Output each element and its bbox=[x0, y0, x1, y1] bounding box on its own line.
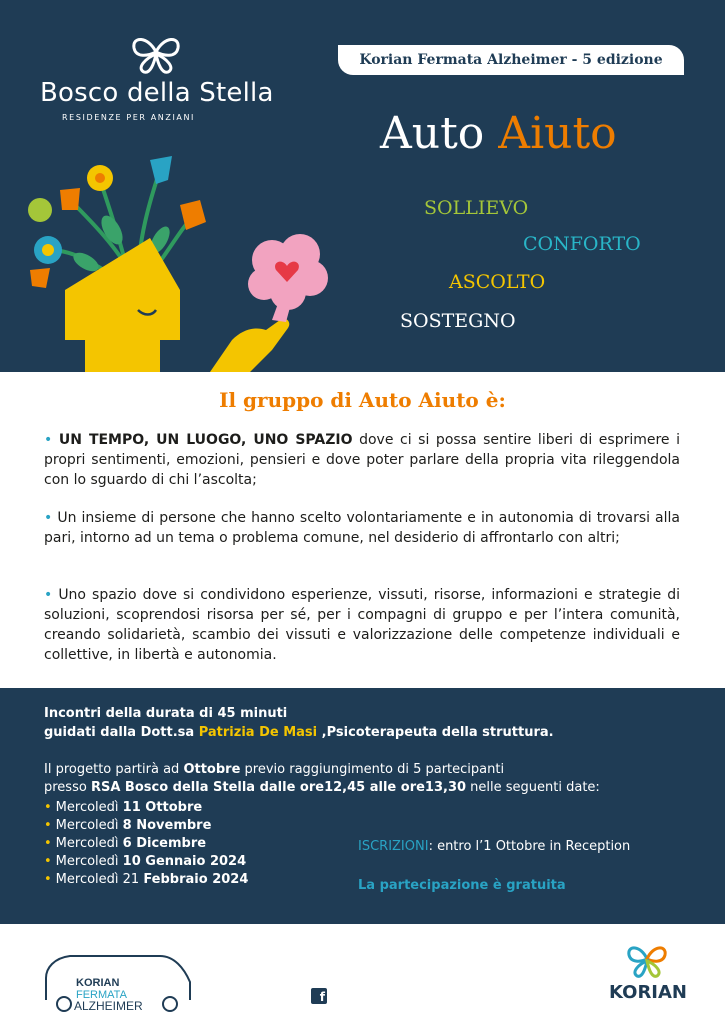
head-flowers-illustration-icon bbox=[10, 150, 350, 372]
korian-wordmark: KORIAN bbox=[609, 982, 687, 1003]
date-day: Mercoledì 21 bbox=[55, 872, 144, 887]
info-panel bbox=[0, 688, 725, 924]
page-title bbox=[380, 108, 710, 159]
bullet-marker: • bbox=[44, 800, 52, 815]
keyword-sollievo: SOLLIEVO bbox=[424, 197, 529, 219]
location-prefix: presso bbox=[44, 780, 91, 795]
date-day: Mercoledì bbox=[55, 854, 123, 869]
registration-note bbox=[358, 839, 630, 854]
paragraph-1-text: dove ci si possa sentire liberi di esprimere i propri sentimenti, emozioni, pensieri e dove poter parlare della propria vita rileggendola con lo sguardo di chi l’ascolta; bbox=[44, 432, 681, 488]
start-month: Ottobre bbox=[183, 762, 241, 777]
paragraph-2 bbox=[44, 508, 680, 548]
header-banner bbox=[0, 0, 725, 372]
bullet-marker: • bbox=[44, 432, 53, 448]
title-word-2: Aiuto bbox=[498, 108, 617, 159]
start-suffix: previo raggiungimento di 5 partecipanti bbox=[240, 762, 505, 777]
brand-tagline: RESIDENZE PER ANZIANI bbox=[62, 113, 196, 122]
butterfly-logo-icon bbox=[128, 32, 184, 74]
date-value: 8 Novembre bbox=[122, 818, 212, 833]
date-day: Mercoledì bbox=[55, 818, 123, 833]
bullet-marker: • bbox=[44, 587, 53, 603]
facebook-icon[interactable]: f bbox=[311, 988, 327, 1004]
footer bbox=[0, 924, 725, 1024]
registration-text: : entro l’1 Ottobre in Reception bbox=[428, 839, 631, 854]
title-word-1: Auto bbox=[380, 108, 485, 159]
list-item bbox=[44, 835, 364, 853]
date-value: Febbraio 2024 bbox=[143, 872, 249, 887]
bullet-marker: • bbox=[44, 854, 52, 869]
car-logo-line3: ALZHEIMER bbox=[74, 999, 143, 1013]
edition-badge: Korian Fermata Alzheimer - 5 edizione bbox=[338, 45, 684, 75]
list-item bbox=[44, 817, 364, 835]
date-value: 10 Gennaio 2024 bbox=[122, 854, 247, 869]
bullet-marker: • bbox=[44, 818, 52, 833]
guide-prefix: guidati dalla Dott.sa bbox=[44, 725, 199, 740]
list-item bbox=[44, 871, 364, 889]
paragraph-2-text: Un insieme di persone che hanno scelto volontariamente e in autonomia di trovarsi alla pari, intorno ad un tema o problema comune, nel desiderio di affrontarlo con altri; bbox=[44, 510, 680, 546]
start-prefix: Il progetto partirà ad bbox=[44, 762, 184, 777]
location-suffix: nelle seguenti date: bbox=[466, 780, 600, 795]
bullet-marker: • bbox=[44, 510, 53, 526]
location-time: RSA Bosco della Stella dalle ore12,45 alle ore13,30 bbox=[90, 780, 467, 795]
list-item bbox=[44, 853, 364, 871]
duration-line: Incontri della durata di 45 minuti bbox=[44, 706, 288, 721]
car-logo-line1: KORIAN bbox=[76, 977, 120, 989]
list-item bbox=[44, 799, 364, 817]
date-day: Mercoledì bbox=[55, 836, 123, 851]
registration-label: ISCRIZIONI bbox=[358, 839, 429, 854]
section-heading: Il gruppo di Auto Aiuto è: bbox=[219, 388, 506, 412]
paragraph-3-text: Uno spazio dove si condividono esperienze, vissuti, risorse, informazioni e strategie di soluzioni, scoprendosi risorsa per sé, per i compagni di gruppo e per l’intera comunità, creando solidarietà, scambio dei vissuti e valorizzazione delle competenze individuali e collettive, in libertà e autonomia. bbox=[44, 587, 681, 663]
location-line bbox=[44, 779, 600, 796]
start-line bbox=[44, 761, 504, 778]
dates-list bbox=[44, 799, 364, 889]
keyword-ascolto: ASCOLTO bbox=[449, 271, 546, 293]
paragraph-1-bold: UN TEMPO, UN LUOGO, UNO SPAZIO bbox=[58, 432, 353, 448]
paragraph-1 bbox=[44, 430, 680, 490]
car-logo-line2: FERMATA bbox=[76, 989, 127, 1001]
brand-name: Bosco della Stella bbox=[40, 78, 274, 108]
korian-fermata-alzheimer-logo-icon bbox=[40, 938, 200, 1014]
korian-butterfly-logo-icon bbox=[624, 942, 670, 978]
paragraph-3 bbox=[44, 585, 680, 665]
doctor-name: Patrizia De Masi bbox=[198, 725, 318, 740]
guide-line bbox=[44, 724, 554, 741]
date-day: Mercoledì bbox=[55, 800, 123, 815]
keyword-sostegno: SOSTEGNO bbox=[400, 310, 516, 332]
free-participation-note: La partecipazione è gratuita bbox=[358, 878, 566, 893]
keyword-conforto: CONFORTO bbox=[523, 233, 641, 255]
bullet-marker: • bbox=[44, 836, 52, 851]
guide-suffix: ,Psicoterapeuta della struttura. bbox=[317, 725, 554, 740]
date-value: 11 Ottobre bbox=[122, 800, 203, 815]
bullet-marker: • bbox=[44, 872, 52, 887]
date-value: 6 Dicembre bbox=[122, 836, 207, 851]
